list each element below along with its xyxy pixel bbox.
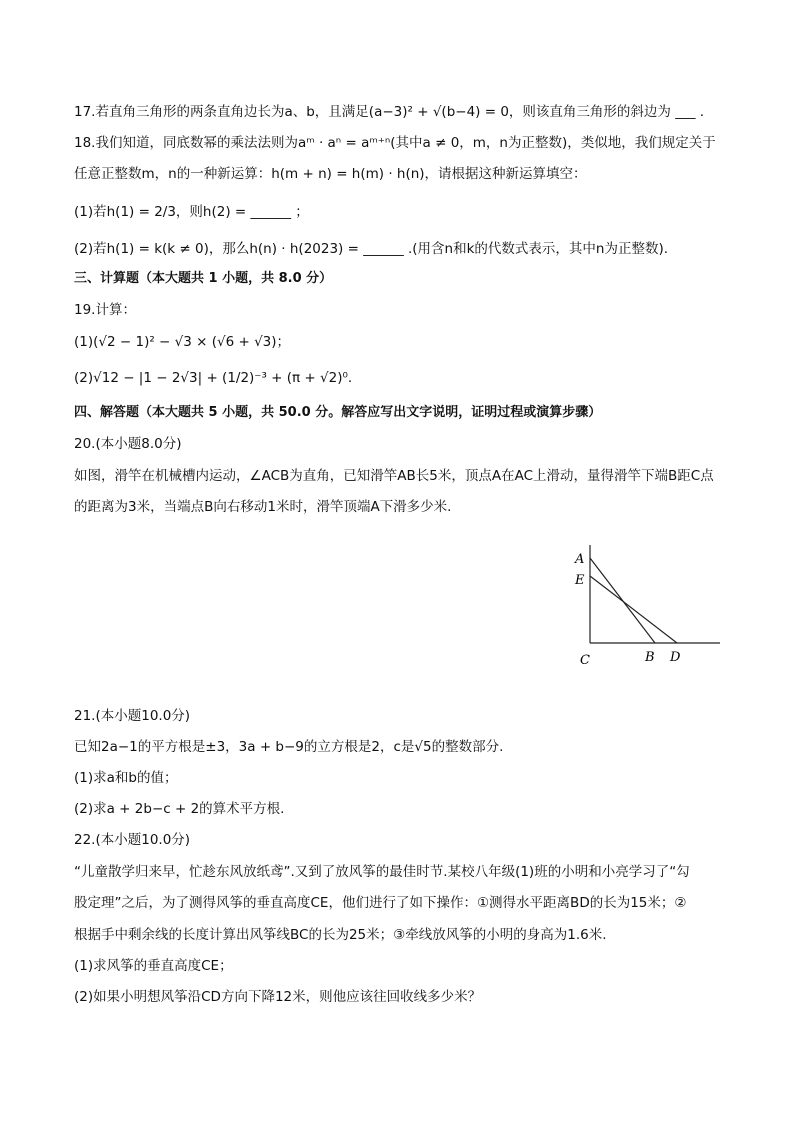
question-21-title: 21.(本小题10.0分) xyxy=(74,708,191,724)
question-22-line-1: “儿童散学归来早，忙趁东风放纸鸢”.又到了放风筝的最佳时节.某校八年级(1)班的小明和小亮学习了“勾 xyxy=(74,864,690,880)
question-22-title: 22.(本小题10.0分) xyxy=(74,832,191,848)
section-3-heading: 三、计算题（本大题共 1 小题，共 8.0 分） xyxy=(74,271,333,286)
sliding-rod-figure xyxy=(570,545,730,670)
question-22-line-3: 根据手中剩余线的长度计算出风筝线BC的长为25米；③牵线放风筝的小明的身高为1.6米. xyxy=(74,927,607,943)
label-e: E xyxy=(575,573,585,588)
label-a: A xyxy=(575,552,585,567)
question-20-line-2: 的距离为3米，当端点B向右移动1米时，滑竿顶端A下滑多少米. xyxy=(74,499,452,515)
question-18-part-2: (2)若h(1) = k(k ≠ 0)，那么h(n) · h(2023) = ______ .(用含n和k的代数式表示，其中n为正整数). xyxy=(74,241,669,257)
question-22-part-2: (2)如果小明想风筝沿CD方向下降12米，则他应该往回收线多少米？ xyxy=(74,989,482,1005)
question-22-line-2: 股定理”之后，为了测得风筝的垂直高度CE，他们进行了如下操作：①测得水平距离BD的长为15米；② xyxy=(74,895,687,911)
question-20-line-1: 如图，滑竿在机械槽内运动，∠ACB为直角，已知滑竿AB长5米，顶点A在AC上滑动，量得滑竿下端B距C点 xyxy=(74,468,714,484)
question-19-part-2: (2)√12 − |1 − 2√3| + (1/2)⁻³ + (π + √2)⁰. xyxy=(74,370,353,386)
question-21-part-1: (1)求a和b的值； xyxy=(74,770,178,786)
label-d: D xyxy=(670,650,681,665)
question-19-part-1: (1)(√2 − 1)² − √3 × (√6 + √3)； xyxy=(74,334,291,350)
question-21-part-2: (2)求a + 2b−c + 2的算术平方根. xyxy=(74,801,285,817)
geometry-diagram xyxy=(570,545,730,670)
label-b: B xyxy=(645,650,655,665)
question-20-title: 20.(本小题8.0分) xyxy=(74,436,182,452)
section-4-heading: 四、解答题（本大题共 5 小题，共 50.0 分。解答应写出文字说明，证明过程或演算步骤） xyxy=(74,405,602,420)
question-21-line-1: 已知2a−1的平方根是±3，3a + b−9的立方根是2，c是√5的整数部分. xyxy=(74,739,504,755)
label-c: C xyxy=(580,653,590,668)
question-19-title: 19.计算： xyxy=(74,302,136,318)
question-17: 17.若直角三角形的两条直角边长为a、b，且满足(a−3)² + √(b−4) = 0，则该直角三角形的斜边为 ___ . xyxy=(74,104,705,120)
question-18-line-2: 任意正整数m，n的一种新运算：h(m + n) = h(m) · h(n)，请根据这种新运算填空： xyxy=(74,166,587,182)
question-22-part-1: (1)求风筝的垂直高度CE； xyxy=(74,958,233,974)
rod-ed xyxy=(590,576,677,643)
question-18-part-1: (1)若h(1) = 2/3，则h(2) = ______ ； xyxy=(74,204,309,220)
question-18-line-1: 18.我们知道，同底数幂的乘法法则为aᵐ · aⁿ = aᵐ⁺ⁿ(其中a ≠ 0，m，n为正整数)，类似地，我们规定关于 xyxy=(74,135,716,151)
